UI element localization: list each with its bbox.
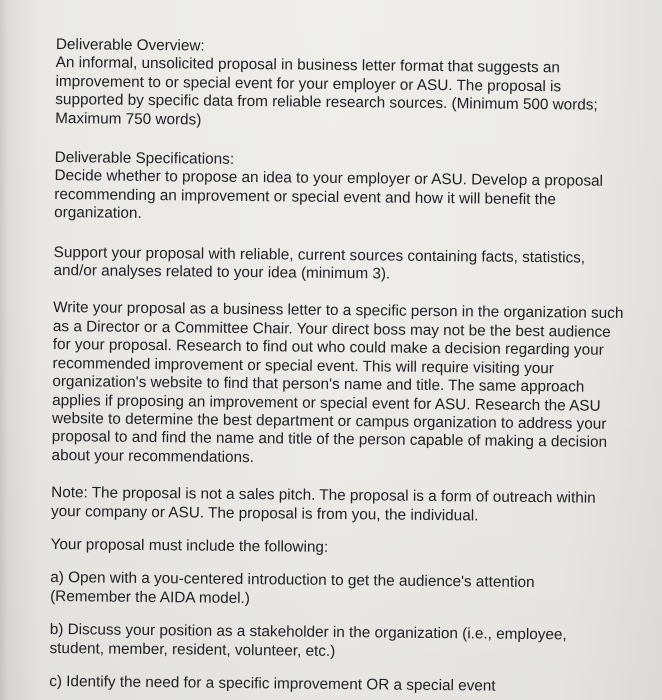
- note-line: your company or ASU. The proposal is from you, the individual.: [50, 502, 479, 524]
- requirement-c-line: c) Identify the need for a specific improvement OR a special event: [49, 672, 496, 695]
- requirement-item-b: [49, 621, 645, 664]
- overview-line: Maximum 750 words): [55, 109, 202, 129]
- write-line: organization's website to find that person's name and title. The same approach: [52, 373, 585, 396]
- requirements-intro-line: Your proposal must include the following:: [50, 535, 329, 556]
- support-paragraph: [53, 244, 649, 287]
- write-line: about your recommendations.: [51, 446, 255, 466]
- deliverable-specifications-section: [54, 149, 651, 229]
- specifications-line: organization.: [54, 204, 142, 223]
- write-line: proposal to and find the name and title of the person capable of making a decision: [51, 428, 608, 452]
- support-line: and/or analyses related to your idea (minimum 3).: [53, 262, 391, 283]
- requirement-a-line: (Remember the AIDA model.): [50, 587, 251, 607]
- specifications-line: Decide whether to propose an idea to your employer or ASU. Develop a proposal: [54, 167, 604, 191]
- deliverable-overview-section: [55, 36, 652, 134]
- overview-line: supported by specific data from reliable research sources. (Minimum 500 words;: [55, 91, 598, 114]
- note-paragraph: [51, 484, 647, 527]
- write-line: recommended improvement or special event. This will require visiting your: [52, 354, 554, 377]
- overview-heading: Deliverable Overview:: [55, 36, 205, 55]
- support-line: Support your proposal with reliable, current sources containing facts, statistics,: [53, 243, 586, 267]
- write-line: website to determine the best department or campus organization to address your: [51, 409, 607, 433]
- requirement-a-line: a) Open with a you-centered introduction to get the audience's attention: [50, 569, 535, 592]
- requirement-b-line: b) Discuss your position as a stakeholder in the organization (i.e., employee,: [49, 621, 567, 644]
- requirement-item-c: [49, 673, 645, 698]
- write-line: applies if proposing an improvement or special event for ASU. Research the ASU: [52, 391, 601, 415]
- requirement-b-line: student, member, resident, volunteer, etc.): [49, 639, 336, 660]
- specifications-heading: Deliverable Specifications:: [54, 149, 235, 168]
- requirement-item-a: [50, 569, 646, 612]
- write-line: for your proposal. Research to find out who could make a decision regarding your: [52, 336, 604, 360]
- note-line: Note: The proposal is not a sales pitch. The proposal is a form of outreach within: [51, 484, 596, 507]
- assignment-document: [49, 36, 652, 698]
- requirements-intro: [51, 536, 647, 561]
- specifications-line: recommending an improvement or special event and how it will benefit the: [54, 185, 557, 209]
- write-line: Write your proposal as a business letter to a specific person in the organization such: [53, 299, 624, 323]
- overview-line: An informal, unsolicited proposal in business letter format that suggests an: [55, 54, 560, 77]
- overview-line: improvement to or special event for your employer or ASU. The proposal is: [55, 72, 562, 96]
- write-proposal-paragraph: [52, 299, 650, 471]
- write-line: as a Director or a Committee Chair. Your direct boss may not be the best audience: [52, 317, 611, 341]
